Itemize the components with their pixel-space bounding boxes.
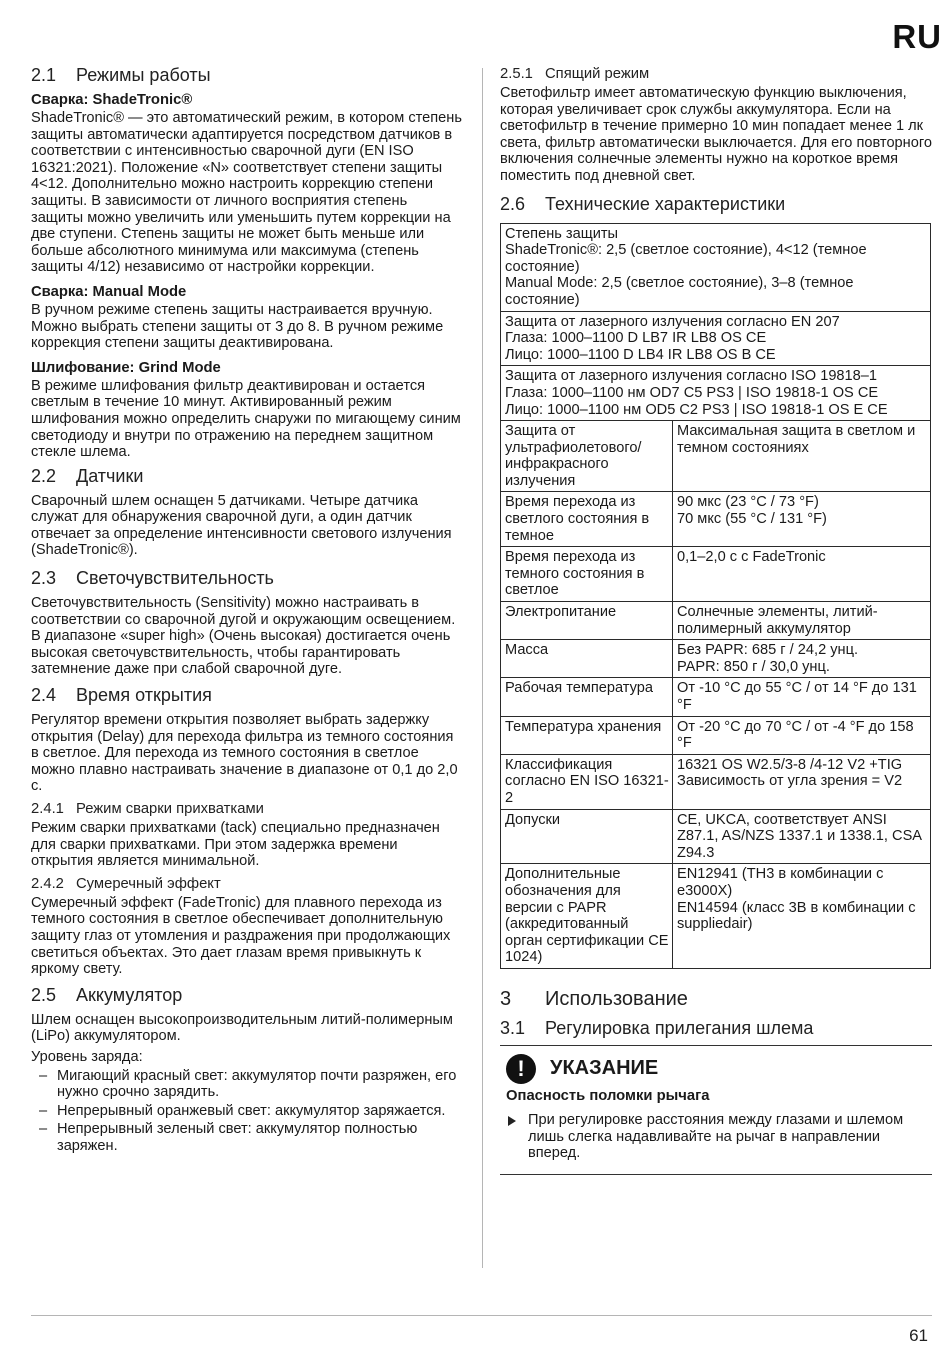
spec-value: [673, 678, 931, 716]
weld-manual-text: В ручном режиме степень защиты настраивается вручную. Можно выбрать степени защиты от 3 до 8. В ручном режиме коррекция степени защиты деактивирована.: [31, 301, 444, 352]
cell-line: От -20 °C до 70 °C / от -4 °F до 158 °F: [677, 718, 914, 752]
section-number: 3: [500, 987, 512, 1010]
list-item: – Непрерывный оранжевый свет: аккумулятор заряжается.: [31, 1103, 463, 1120]
exclamation-icon: !: [506, 1054, 536, 1084]
notice-subtitle: Опасность поломки рычага: [506, 1087, 710, 1104]
section-number: 2.6: [500, 193, 526, 214]
section-title: Режим сварки прихватками: [76, 801, 264, 817]
table-row: [501, 864, 931, 969]
section-2-3-heading: [31, 567, 463, 589]
section-number: 2.2: [31, 465, 57, 486]
cell-line: PAPR: 850 г / 30,0 унц.: [677, 658, 830, 675]
spec-key: Допуски: [501, 809, 673, 864]
tack-text: Режим сварки прихватками (tack) специально предназначен для сварки прихватками. При этом задержка времени открытия является минимальной.: [31, 820, 440, 870]
cell-line: 90 мкс (23 °C / 73 °F): [677, 494, 819, 511]
section-3-1-heading: [500, 1017, 932, 1039]
spec-value: [673, 809, 931, 864]
spec-key: Рабочая температура: [501, 678, 673, 716]
section-3-heading: [500, 987, 932, 1011]
spec-key: Классификация согласно EN ISO 16321-2: [501, 754, 673, 809]
cell-line: ShadeTronic®: 2,5 (светлое состояние), 4<12 (темное состояние): [505, 242, 867, 275]
table-row: [501, 602, 931, 640]
cell-line: EN14594 (класс 3B в комбинации с suppliedair): [677, 899, 916, 933]
table-cell: [501, 366, 931, 421]
cell-line: Максимальная защита в светлом и темном состояниях: [677, 423, 916, 456]
right-column: [500, 60, 932, 1175]
cell-line: Manual Mode: 2,5 (светлое состояние), 3–8 (темное состояние): [505, 275, 854, 308]
left-column: [31, 60, 463, 1157]
notice-instruction: [506, 1112, 932, 1162]
section-title: Датчики: [76, 465, 144, 486]
tech-spec-table: [500, 223, 931, 969]
battery-text: Шлем оснащен высокопроизводительным литий-полимерным (LiPo) аккумулятором.: [31, 1011, 453, 1045]
cell-line: Защита от лазерного излучения согласно ISO 19818–1: [505, 368, 878, 385]
grind-mode-heading: Шлифование: Grind Mode: [31, 359, 221, 376]
table-row: [501, 492, 931, 547]
table-row: [501, 366, 931, 421]
cell-line: Солнечные элементы, литий-полимерный аккумулятор: [677, 604, 878, 637]
table-cell: [501, 223, 931, 311]
spec-key: Масса: [501, 640, 673, 678]
fadetronic-text: Сумеречный эффект (FadeTronic) для плавного перехода из темного состояния в светлое обеспечивает дополнительную защиту глаз от утомления и раздражения при продолжающих светиться объектах. Это дает глазам время привыкнуть к яркому свету.: [31, 894, 451, 978]
table-row: [501, 311, 931, 366]
instruction-text: При регулировке расстояния между глазами и шлемом лишь слегка надавливайте на рычаг в направлении вперед.: [528, 1111, 904, 1162]
spec-value: [673, 864, 931, 969]
section-title: Технические характеристики: [545, 193, 786, 214]
delay-text: Регулятор времени открытия позволяет выбрать задержку открытия (Delay) для перехода фильтра из темного состояния в светлое. Для перехода из темного состояния в светлое можно плавно настраивать значение в диапазоне от 0,1 до 2,0 с.: [31, 712, 458, 795]
section-title: Сумеречный эффект: [76, 875, 221, 892]
spec-key: Время перехода из светлого состояния в темное: [501, 492, 673, 547]
charge-level-label: Уровень заряда:: [31, 1048, 143, 1065]
cell-line: Лицо: 1000–1100 D LB4 IR LB8 OS B CE: [505, 346, 776, 363]
weld-manual-heading: Сварка: Manual Mode: [31, 283, 187, 300]
section-2-6-heading: [500, 193, 932, 215]
section-title: Аккумулятор: [76, 984, 183, 1005]
table-row: [501, 640, 931, 678]
spec-key: Защита от ультрафиолетового/ инфракрасного излучения: [501, 421, 673, 492]
section-number: 2.1: [31, 65, 57, 85]
table-row: [501, 754, 931, 809]
table-row: [501, 223, 931, 311]
footer-divider: [31, 1315, 932, 1316]
cell-line: 70 мкс (55 °C / 131 °F): [677, 511, 827, 528]
spec-value: [673, 716, 931, 754]
page-number: 61: [909, 1326, 928, 1345]
spec-value: [673, 602, 931, 640]
section-number: 2.5.1: [500, 66, 533, 82]
section-number: 2.4: [31, 685, 57, 706]
section-2-4-1-heading: [31, 801, 463, 818]
table-row: [501, 421, 931, 492]
section-2-4-2-heading: [31, 876, 463, 893]
cell-line: 16321 OS W2.5/3-8 /4-12 V2 +TIG: [677, 756, 903, 773]
spec-value: [673, 492, 931, 547]
cell-line: От -10 °C до 55 °C / от 14 °F до 131 °F: [677, 680, 917, 713]
spec-value: [673, 640, 931, 678]
section-2-5-heading: [31, 984, 463, 1006]
column-divider: [482, 68, 483, 1268]
cell-line: Защита от лазерного излучения согласно EN 207: [505, 313, 840, 330]
section-number: 2.5: [31, 984, 57, 1005]
spec-value: [673, 754, 931, 809]
section-title: Спящий режим: [545, 66, 650, 82]
table-row: [501, 716, 931, 754]
cell-line: EN12941 (TH3 в комбинации с e3000X): [677, 866, 884, 899]
cell-line: 0,1–2,0 с с FadeTronic: [677, 549, 826, 566]
section-title: Светочувствительность: [76, 568, 274, 589]
sensitivity-text: Светочувствительность (Sensitivity) можно настраивать в соответствии со сварочной дугой и окружающим освещением. В диапазоне «super high» (Очень высокая) достигается очень высокая светочувствительность, чтобы гарантировать затемнение даже при слабой сварочной дуге.: [31, 595, 456, 678]
section-2-2-heading: [31, 465, 463, 487]
section-2-1-heading: [31, 64, 463, 86]
section-2-4-heading: [31, 684, 463, 706]
sleep-mode-text: Светофильтр имеет автоматическую функцию выключения, которая увеличивает срок службы аккумулятора. Если на светофильтр в течение примерно 10 мин попадает менее 1 лк света, фильтр автоматически выключается. Для его повторного включения солнечные элементы нужно на короткое время поместить под дневной свет.: [500, 85, 932, 184]
spec-value: [673, 421, 931, 492]
section-number: 2.4.1: [31, 801, 64, 817]
section-number: 2.3: [31, 568, 57, 589]
cell-line: Глаза: 1000–1100 D LB7 IR LB8 OS CE: [505, 330, 767, 347]
section-title: Использование: [545, 987, 688, 1010]
section-title: Регулировка прилегания шлема: [545, 1017, 814, 1038]
language-code: RU: [892, 18, 942, 55]
spec-key: Электропитание: [501, 602, 673, 640]
spec-key: Температура хранения: [501, 716, 673, 754]
table-row: [501, 547, 931, 602]
weld-shadetronic-heading: Сварка: ShadeTronic®: [31, 92, 193, 108]
cell-line: Глаза: 1000–1100 нм OD7 C5 PS3 | ISO 19818-1 OS CE: [505, 384, 879, 401]
spec-key: Время перехода из темного состояния в светлое: [501, 547, 673, 602]
grind-mode-text: В режиме шлифования фильтр деактивирован и остается светлым в течение 10 минут. Активированный режим шлифования можно определить снаружи по мигающему синим светодиоду и внутри по отражению на переднем защитном стекле шлема.: [31, 377, 461, 461]
section-number: 2.4.2: [31, 875, 64, 892]
table-row: [501, 678, 931, 716]
list-item: – Мигающий красный свет: аккумулятор почти разряжен, его нужно срочно зарядить.: [31, 1068, 463, 1101]
spec-key: Дополнительные обозначения для версии с PAPR (аккредитованный орган сертификации CE 1024): [501, 864, 673, 969]
section-number: 3.1: [500, 1017, 526, 1038]
table-cell: [501, 311, 931, 366]
charge-level-list: [31, 1068, 463, 1155]
cell-line: Без PAPR: 685 г / 24,2 унц.: [677, 642, 859, 659]
section-2-5-1-heading: [500, 66, 932, 83]
cell-line: Зависимость от угла зрения = V2: [677, 773, 903, 790]
table-row: [501, 809, 931, 864]
triangle-bullet-icon: [508, 1116, 516, 1126]
weld-shadetronic-text: ShadeTronic® — это автоматический режим, в котором степень защиты автоматически адаптируется посредством датчиков в соответствии с интенсивностью сварочной дуги (EN ISO 16321:2021). Положение «N» соответствует степени защиты 4<12. Дополнительно можно настроить коррекцию степени защиты. В зависимости от личного восприятия степень защиты можно увеличить или уменьшить путем коррекции на две ступени. Степень защиты не может быть меньше или больше абсолютного минимума или максимума (степень защиты 4/12) независимо от настройки коррекции.: [31, 110, 462, 276]
notice-title: УКАЗАНИЕ: [550, 1057, 659, 1080]
spec-value: [673, 547, 931, 602]
cell-line: CE, UKCA, соответствует ANSI Z87.1, AS/NZS 1337.1 и 1338.1, CSA Z94.3: [677, 811, 922, 861]
notice-header: [500, 1054, 932, 1084]
list-item: – Непрерывный зеленый свет: аккумулятор полностью заряжен.: [31, 1121, 463, 1154]
notice-box: [500, 1045, 932, 1175]
cell-line: Степень защиты: [505, 225, 619, 242]
section-title: Время открытия: [76, 685, 212, 706]
cell-line: Лицо: 1000–1100 нм OD5 C2 PS3 | ISO 19818-1 OS E CE: [505, 401, 888, 418]
sensors-text: Сварочный шлем оснащен 5 датчиками. Четыре датчика служат для обнаружения сварочной дуги, а один датчик отвечает за определение интенсивности светового излучения (ShadeTronic®).: [31, 492, 452, 559]
section-title: Режимы работы: [76, 65, 211, 85]
